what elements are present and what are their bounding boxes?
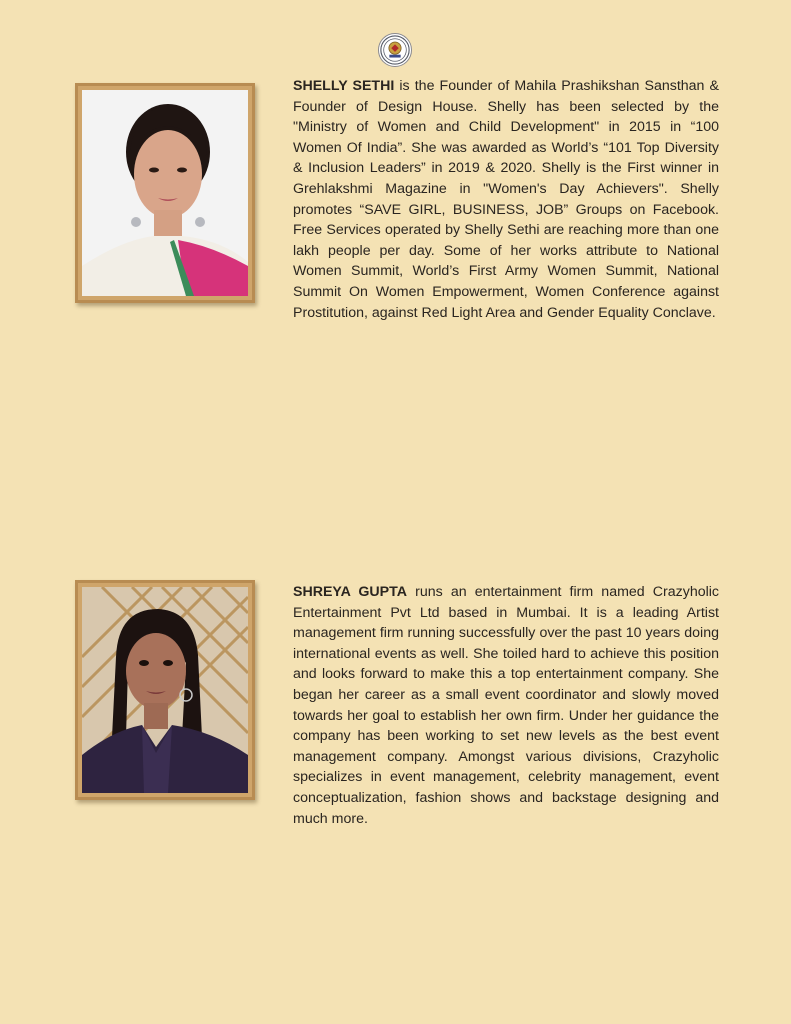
profile-bio-text: is the Founder of Mahila Prashikshan Sansthan & Founder of Design House. Shelly has been selected by the "Ministry of Women and Child Development" in 2015 in “100 Women Of India”. She was awarded as World’s “101 Top Diversity & Inclusion Leaders” in 2019 & 2020. Shelly is the First winner in Grehlakshmi Magazine in "Women's Day Achievers". Shelly promotes “SAVE GIRL, BUSINESS, JOB” Groups on Facebook. Free Services operated by Shelly Sethi are reaching more than one lakh people per day. Some of her works attribute to National Women Summit, World’s First Army Women Summit, National Summit On Women Empowerment, Women Conference against Prostitution, against Red Light Area and Gender Equality Conclave. [293, 78, 719, 321]
profile-bio-text: runs an entertainment firm named Crazyholic Entertainment Pvt Ltd based in Mumbai. It is a leading Artist management firm running successfully over the past 10 years doing international events as well. She toiled hard to achieve this position and looks forward to make this a top entertainment company. She began her career as a small event coordinator and slowly moved towards her goal to establish her own firm. Under her guidance the company has been working to set new levels as the best event management company. Amongst various divisions, Crazyholic specializes in event management, celebrity management, event conceptualization, fashion shows and backstage designing and much more. [293, 584, 720, 827]
emblem-logo-icon [378, 33, 412, 67]
profile-bio-shelly-sethi [293, 76, 719, 323]
portrait-photo-icon [82, 587, 248, 793]
profile-name: SHREYA GUPTA [293, 584, 408, 600]
profile-name: SHELLY SETHI [293, 78, 395, 94]
profile-photo-shelly-sethi [75, 83, 255, 303]
profile-bio-shreya-gupta [293, 582, 719, 829]
profile-photo-shreya-gupta [75, 580, 255, 800]
portrait-photo-icon [82, 90, 248, 296]
